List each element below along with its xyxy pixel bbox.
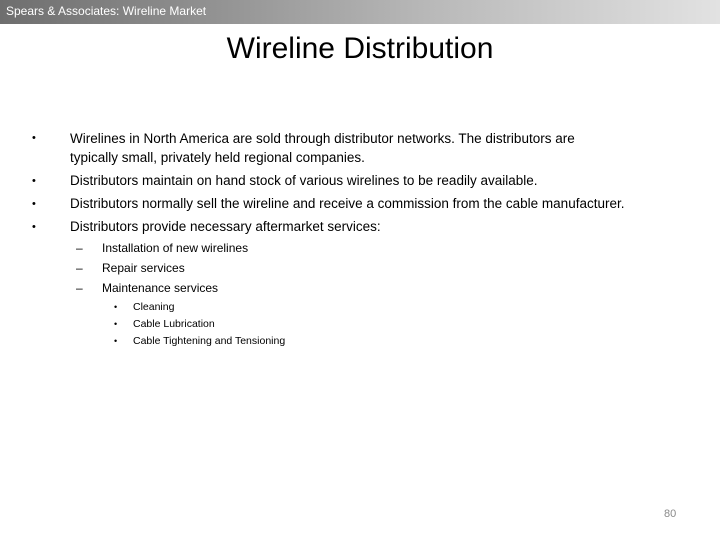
bullet-marker: • [32,132,36,144]
sub-sub-bullet-text: Cable Tightening and Tensioning [133,335,286,347]
header-text: Spears & Associates: Wireline Market [6,4,207,18]
bullet-marker: • [32,198,36,210]
sub-sub-bullet-marker: • [114,336,118,346]
sub-sub-bullet-marker: • [114,302,118,312]
bullet-marker: • [32,221,36,233]
bullet-marker: • [32,175,36,187]
bullet-text: Distributors provide necessary aftermarket services: [70,219,381,234]
bullet-text: typically small, privately held regional companies. [70,150,365,165]
sub-bullet-text: Installation of new wirelines [102,241,249,255]
sub-bullet-marker: – [76,261,83,275]
sub-sub-bullet-text: Cable Lubrication [133,318,215,330]
slide-title: Wireline Distribution [226,32,494,65]
page-number: 80 [664,508,677,520]
sub-bullet-text: Repair services [102,261,185,275]
bullet-text: Distributors maintain on hand stock of various wirelines to be readily available. [70,173,538,188]
bullet-text: Distributors normally sell the wireline and receive a commission from the cable manufacturer. [70,196,625,211]
sub-bullet-marker: – [76,281,83,295]
sub-bullet-marker: – [76,241,83,255]
sub-bullet-text: Maintenance services [102,281,219,295]
sub-sub-bullet-marker: • [114,319,118,329]
bullet-text: Wirelines in North America are sold through distributor networks. The distributors are [70,131,575,146]
sub-sub-bullet-text: Cleaning [133,301,175,313]
